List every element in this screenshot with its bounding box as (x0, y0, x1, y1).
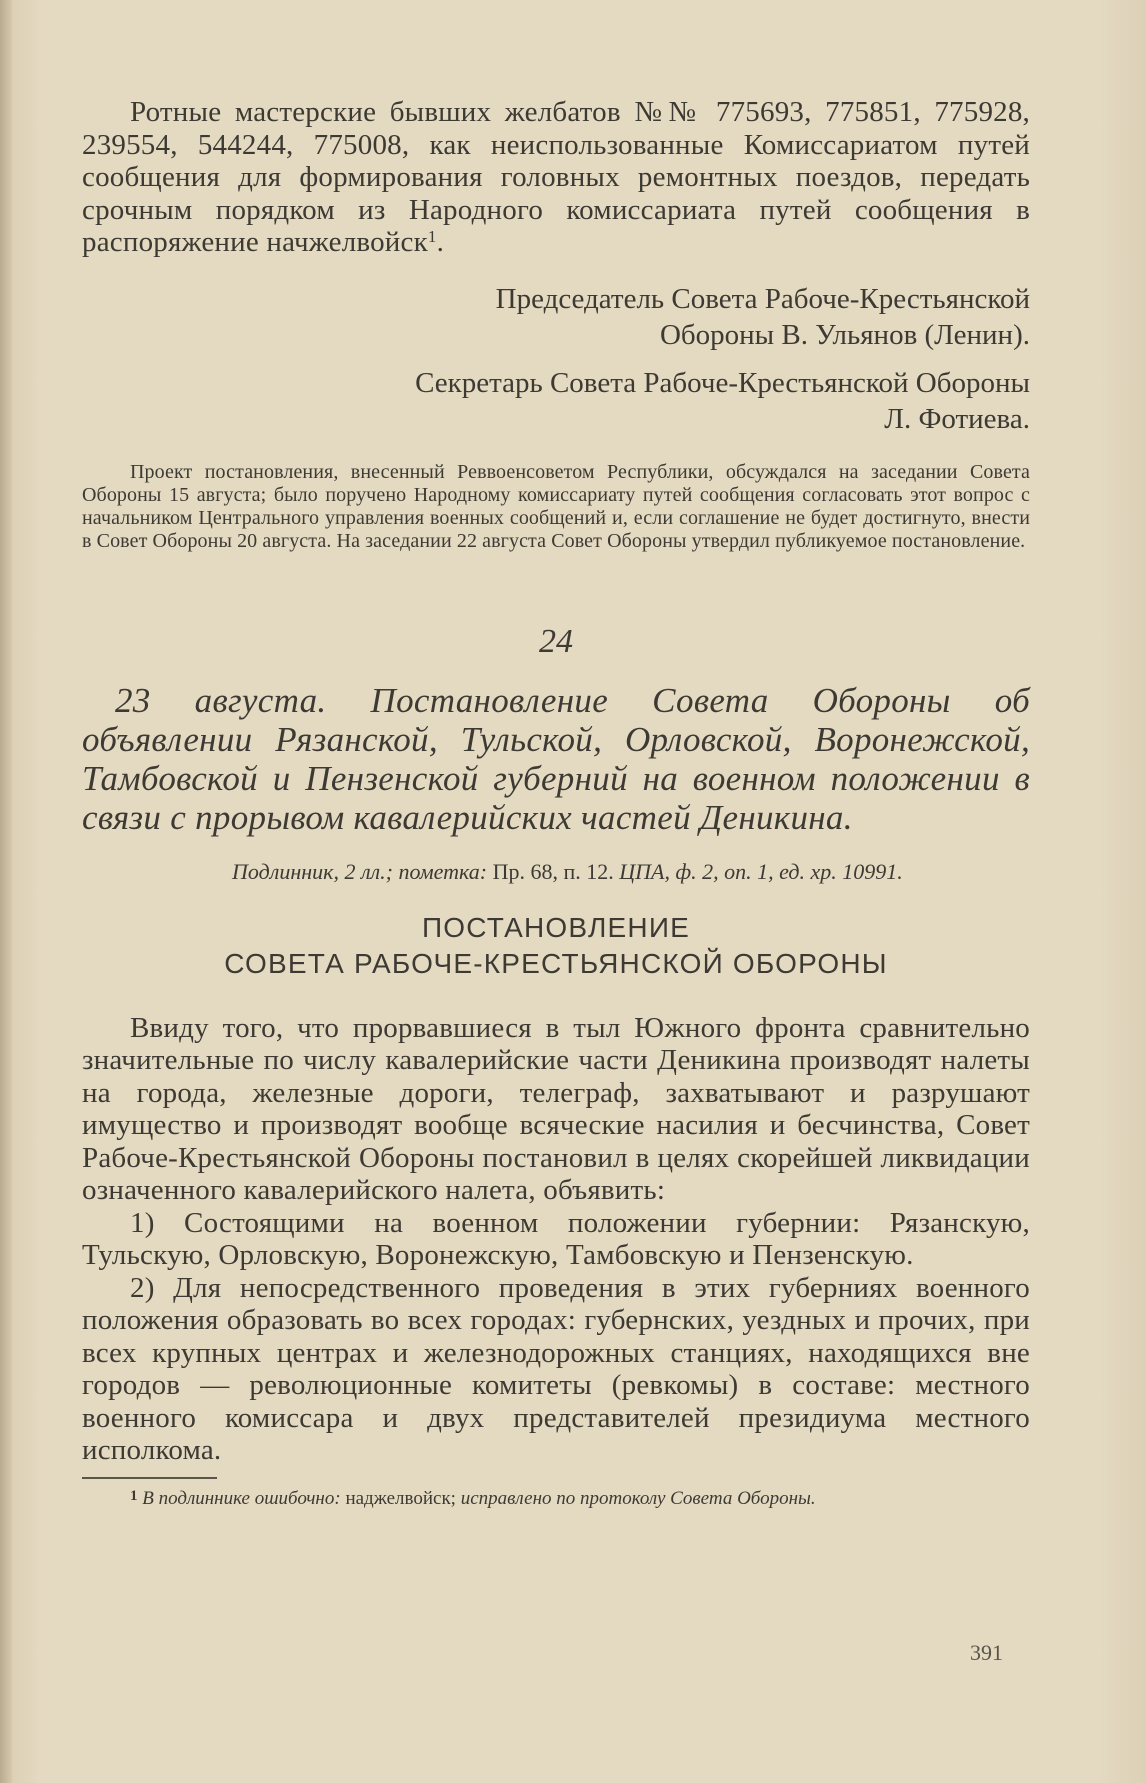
footnote-divider (82, 1477, 217, 1479)
page-content (82, 96, 1030, 1510)
footnote: $^1$ В подлиннике ошибочно: наджелвойск; исправлено по протоколу Совета Обороны. (130, 1487, 816, 1509)
resolution-heading-line2: СОВЕТА РАБОЧЕ-КРЕСТЬЯНСКОЙ ОБОРОНЫ (224, 947, 888, 979)
chair-signature-line1: Председатель Совета Рабоче-Крестьянской (495, 282, 1030, 315)
secretary-signature-line2: Л. Фотиева. (884, 402, 1030, 435)
document-title: 23 августа. Постановление Совета Обороны об объявлении Рязанской, Тульской, Орловской, Воронежской, Тамбовской и Пензенской губерний на военном положении в связи с прорывом кавалерийских частей Деникина. (82, 680, 1030, 837)
editorial-note: Проект постановления, внесенный Реввоенсоветом Республики, обсуждался на заседании Совета Обороны 15 августа; было поручено Народному комиссариату путей сообщения согласовать этот вопрос с начальником Центрального управления военных сообщений и, если соглашение не будет достигнуто, внести в Совет Обороны 20 августа. На заседании 22 августа Совет Обороны утвердил публикуемое постановление. (82, 460, 1030, 552)
resolution-item-1: 1) Состоящими на военном положении губернии: Рязанскую, Тульскую, Орловскую, Воронежскую, Тамбовскую и Пензенскую. (82, 1206, 1030, 1271)
resolution-paragraph: Ввиду того, что прорвавшиеся в тыл Южного фронта сравнительно значительные по числу кавалерийские части Деникина производят налеты на города, железные дороги, телеграф, захватывают и разрушают имущество и производят вообще всяческие насилия и бесчинства, Совет Рабоче-Крестьянской Обороны постановил в целях скорейшей ликвидации означенного кавалерийского налета, объявить: (82, 1011, 1030, 1206)
book-spine-shadow (0, 0, 12, 1783)
resolution-item-2: 2) Для непосредственного проведения в этих губерниях военного положения образовать во всех городах: губернских, уездных и прочих, при всех крупных центрах и железнодорожных станциях, находящихся вне городов — революционные комитеты (ревкомы) в составе: местного военного комиссара и двух представителей президиума местного исполкома. (82, 1271, 1030, 1466)
resolution-heading (82, 910, 1030, 982)
footnote-marker: 1 (130, 1487, 138, 1504)
document-source: Подлинник, 2 лл.; пометка: Пр. 68, п. 12. ЦПА, ф. 2, оп. 1, ед. хр. 10991. (232, 858, 903, 884)
footnote-reference[interactable]: 1 (427, 227, 437, 246)
page-number: 391 (970, 1640, 1003, 1665)
top-paragraph: Ротные мастерские бывших желбатов №№ 775693, 775851, 775928, 239554, 544244, 775008, как неиспользованные Комиссариатом путей сообщения для формирования головных ремонтных поездов, передать срочным порядком из Народного комиссариата путей сообщения в распоряжение начжелвойск$^1$. (82, 96, 1030, 258)
resolution-heading-line1: ПОСТАНОВЛЕНИЕ (421, 911, 691, 943)
resolution-body (82, 1012, 1030, 1467)
document-number: 24 (539, 622, 573, 660)
chair-signature-line2: Обороны В. Ульянов (Ленин). (659, 318, 1030, 351)
secretary-signature (82, 365, 1030, 437)
chair-signature (82, 281, 1030, 353)
secretary-signature-line1: Секретарь Совета Рабоче-Крестьянской Обороны (415, 366, 1030, 399)
